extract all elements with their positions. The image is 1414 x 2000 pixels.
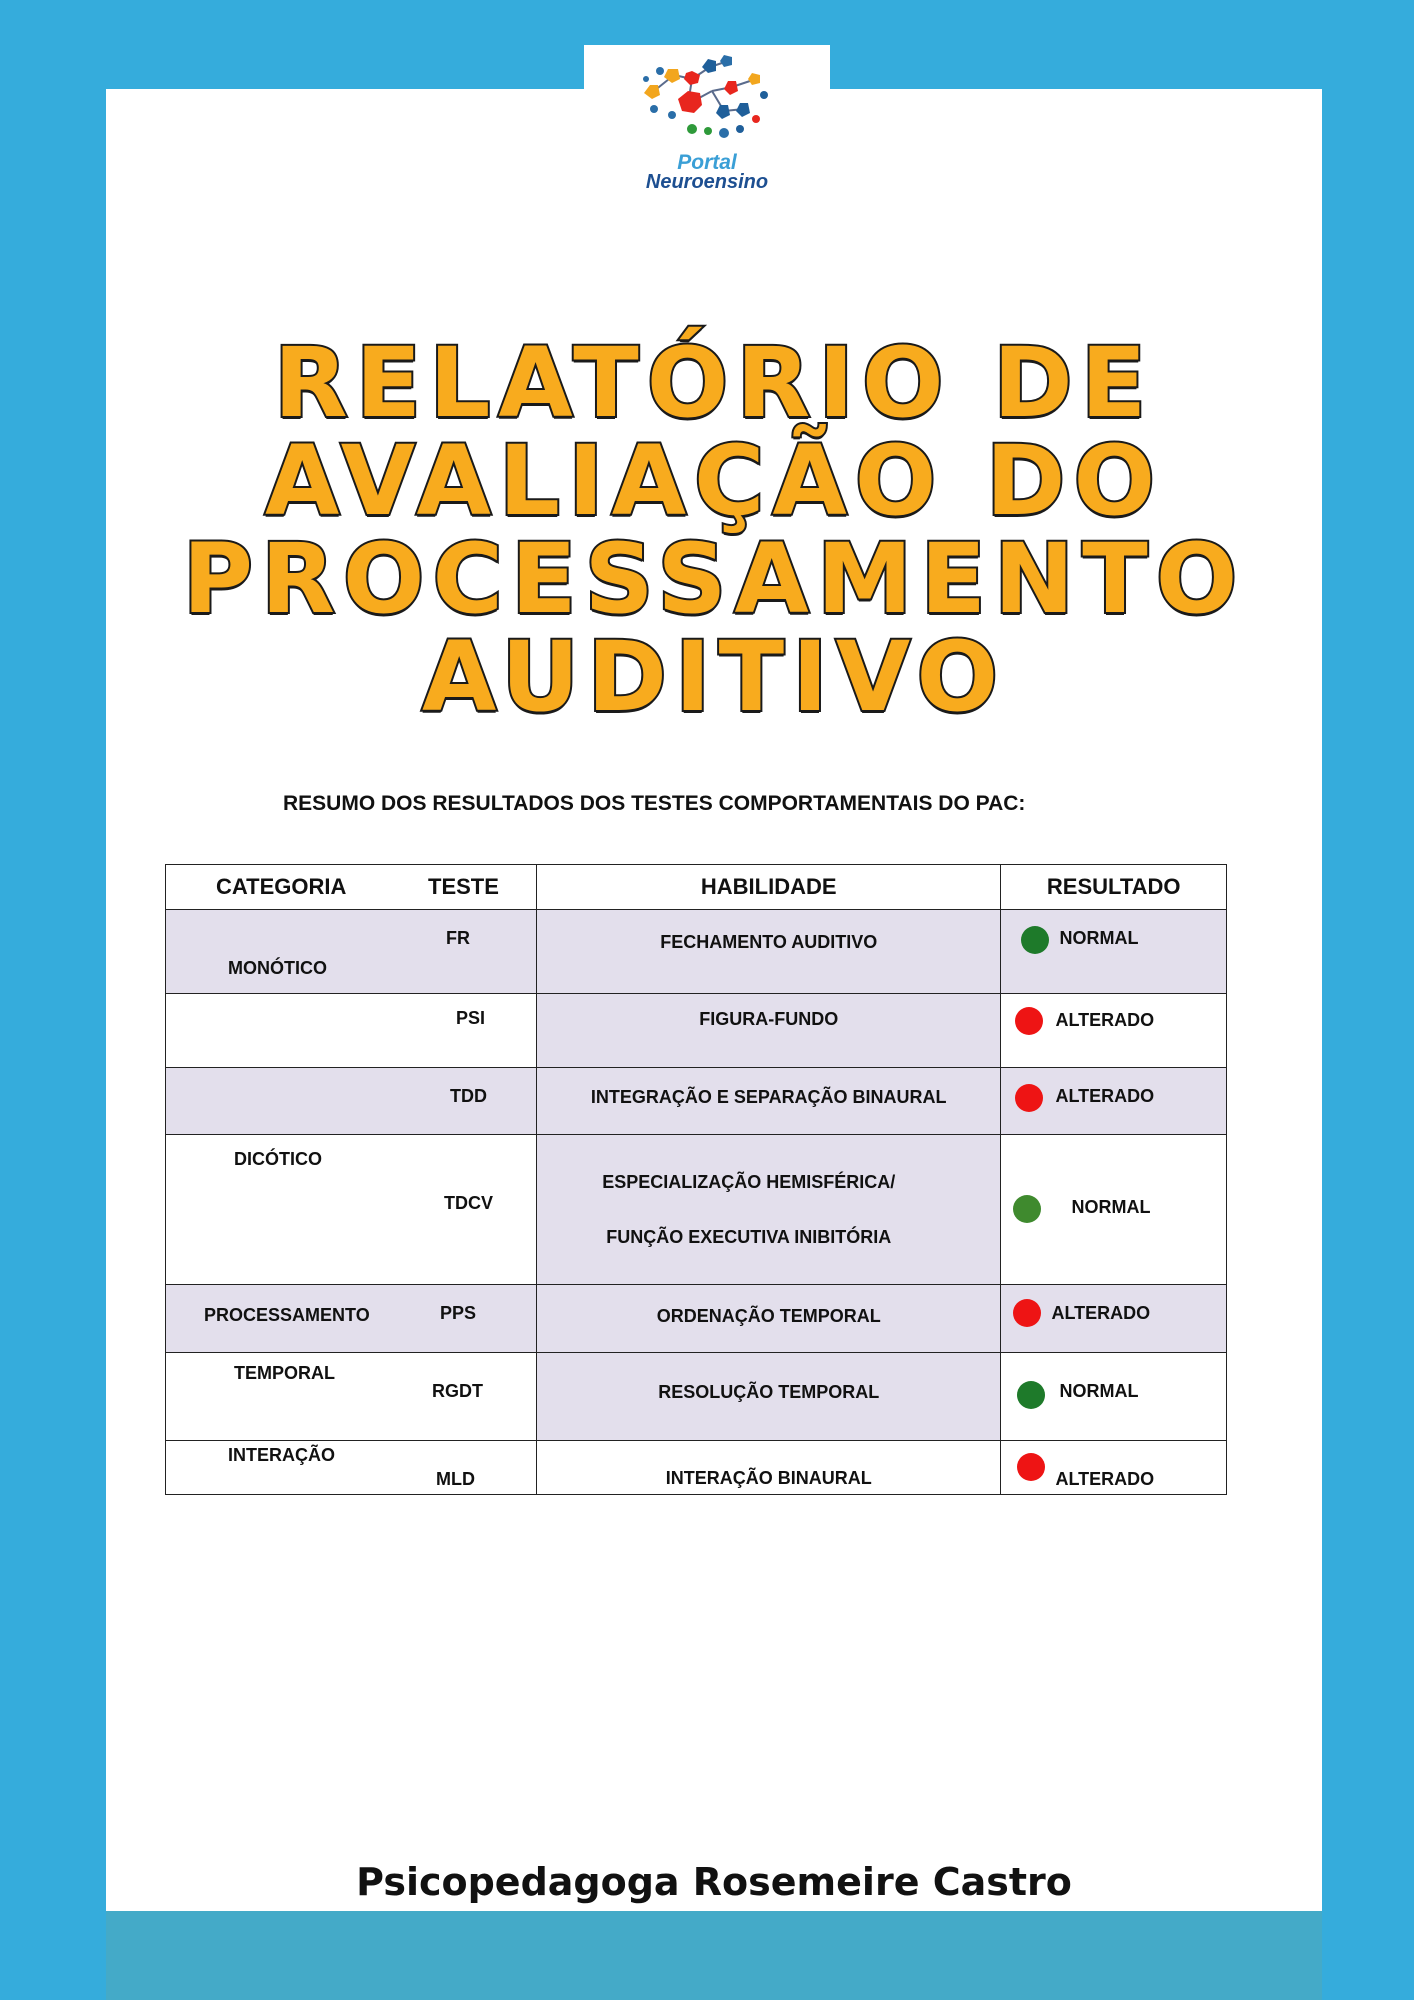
resultado-label: NORMAL bbox=[1059, 928, 1139, 948]
cell-categoria-teste bbox=[166, 1135, 537, 1285]
resultado-cell bbox=[1001, 994, 1227, 1068]
teste-label: PSI bbox=[456, 1008, 486, 1028]
summary-heading: RESUMO DOS RESULTADOS DOS TESTES COMPORTAMENTAIS DO PAC: bbox=[283, 792, 1026, 815]
habilidade-cell: INTEGRAÇÃO E SEPARAÇÃO BINAURAL bbox=[536, 1068, 1001, 1135]
table-row bbox=[166, 1441, 1227, 1495]
logo-neuroensino-text: Neuroensino bbox=[645, 171, 769, 193]
habilidade-cell bbox=[536, 1135, 1001, 1285]
resultado-cell bbox=[1001, 1135, 1227, 1285]
habilidade-cell: ORDENAÇÃO TEMPORAL bbox=[536, 1285, 1001, 1353]
cell-categoria-teste bbox=[166, 910, 537, 994]
teste-label: TDD bbox=[450, 1086, 487, 1106]
resultado-label: ALTERADO bbox=[1055, 1086, 1155, 1106]
logo bbox=[584, 45, 830, 195]
habilidade-cell: INTERAÇÃO BINAURAL bbox=[536, 1441, 1001, 1495]
header-categoria-teste bbox=[166, 865, 537, 910]
header-habilidade: HABILIDADE bbox=[536, 865, 1001, 910]
report-title bbox=[106, 327, 1322, 734]
resultado-cell bbox=[1001, 1441, 1227, 1495]
logo-portal-text: Portal bbox=[677, 151, 737, 174]
habilidade-line-2: FUNÇÃO EXECUTIVA INIBITÓRIA bbox=[606, 1226, 892, 1247]
teste-label: MLD bbox=[436, 1469, 475, 1489]
table-row bbox=[166, 1068, 1227, 1135]
teste-label: TDCV bbox=[444, 1193, 493, 1213]
categoria-label: INTERAÇÃO bbox=[228, 1445, 335, 1465]
status-dot-icon bbox=[1013, 1195, 1041, 1223]
title-line-3: PROCESSAMENTO bbox=[182, 523, 1246, 636]
status-dot-icon bbox=[1017, 1381, 1045, 1409]
teste-label: RGDT bbox=[432, 1381, 483, 1401]
cell-categoria-teste bbox=[166, 1441, 537, 1495]
habilidade-cell: RESOLUÇÃO TEMPORAL bbox=[536, 1353, 1001, 1441]
habilidade-line-1: ESPECIALIZAÇÃO HEMISFÉRICA/ bbox=[602, 1171, 896, 1192]
categoria-label: PROCESSAMENTO bbox=[204, 1305, 370, 1325]
cell-categoria-teste bbox=[166, 994, 537, 1068]
status-dot-icon bbox=[1013, 1299, 1041, 1327]
author-signature: Psicopedagoga Rosemeire Castro bbox=[356, 1860, 1072, 1904]
categoria-label: MONÓTICO bbox=[228, 958, 327, 978]
cell-categoria-teste bbox=[166, 1353, 537, 1441]
resultado-label: ALTERADO bbox=[1055, 1010, 1155, 1030]
status-dot-icon bbox=[1015, 1007, 1043, 1035]
title-line-4: AUDITIVO bbox=[421, 621, 1007, 734]
title-line-1: RELATÓRIO DE bbox=[273, 327, 1155, 440]
resultado-cell bbox=[1001, 910, 1227, 994]
resultado-cell bbox=[1001, 1068, 1227, 1135]
resultado-label: NORMAL bbox=[1071, 1197, 1151, 1217]
resultado-cell bbox=[1001, 1353, 1227, 1441]
categoria-label: DICÓTICO bbox=[234, 1149, 322, 1169]
table-row bbox=[166, 994, 1227, 1068]
resultado-cell bbox=[1001, 1285, 1227, 1353]
resultado-label: NORMAL bbox=[1059, 1381, 1139, 1401]
table-row bbox=[166, 1353, 1227, 1441]
habilidade-cell: FECHAMENTO AUDITIVO bbox=[536, 910, 1001, 994]
status-dot-icon bbox=[1015, 1084, 1043, 1112]
teste-label: FR bbox=[446, 928, 470, 948]
habilidade-cell: FIGURA-FUNDO bbox=[536, 994, 1001, 1068]
resultado-label: ALTERADO bbox=[1055, 1469, 1155, 1489]
categoria-label: TEMPORAL bbox=[234, 1363, 335, 1383]
resultado-label: ALTERADO bbox=[1051, 1303, 1151, 1323]
table-row bbox=[166, 1135, 1227, 1285]
table-row bbox=[166, 1285, 1227, 1353]
status-dot-icon bbox=[1021, 926, 1049, 954]
table-row bbox=[166, 910, 1227, 994]
cell-categoria-teste bbox=[166, 1285, 537, 1353]
status-dot-icon bbox=[1017, 1453, 1045, 1481]
table-header-row bbox=[166, 865, 1227, 910]
header-categoria: CATEGORIA bbox=[216, 874, 347, 899]
cell-categoria-teste bbox=[166, 1068, 537, 1135]
neuron-network-icon bbox=[632, 49, 782, 149]
results-table bbox=[165, 864, 1227, 1495]
title-line-2: AVALIAÇÃO DO bbox=[264, 425, 1164, 538]
bottom-band bbox=[106, 1911, 1322, 2000]
teste-label: PPS bbox=[440, 1303, 477, 1323]
header-teste: TESTE bbox=[428, 874, 499, 899]
header-resultado: RESULTADO bbox=[1001, 865, 1227, 910]
